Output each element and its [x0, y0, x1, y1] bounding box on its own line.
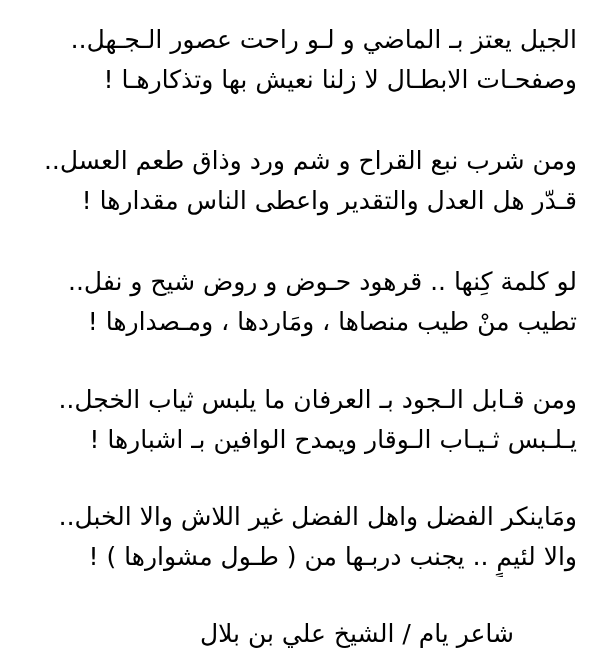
- verse-line: يـلـبس ثـيـاب الـوقار ويمدح الوافين بـ اشبارها !: [89, 425, 577, 454]
- verse-3: [12, 262, 577, 342]
- verse-4: [12, 380, 577, 460]
- verse-line: الجيل يعتز بـ الماضي و لـو راحت عصور الـجـهل..: [70, 25, 577, 54]
- verse-line: ومَاينكر الفضل واهل الفضل غير اللاش والا الخبل..: [58, 502, 577, 531]
- verse-line: والا لئيمٍ .. يجنب دربـها من ( طـول مشوارها ) !: [88, 542, 577, 571]
- verse-line: وصفحـات الابطـال لا زلنا نعيش بها وتذكارهـا !: [103, 65, 577, 94]
- verse-line: ومن قـابل الـجود بـ العرفان ما يلبس ثياب الخجل..: [58, 385, 577, 414]
- verse-1: [12, 20, 577, 100]
- verse-line: ومن شرب نبع القراح و شم ورد وذاق طعم العسل..: [43, 146, 577, 175]
- verse-line: لو كلمة كِنها .. قرهود حـوض و روض شيح و نفل..: [68, 267, 577, 296]
- poet-signature: شاعر يام / الشيخ علي بن بلال: [199, 619, 514, 648]
- verse-5: [12, 497, 577, 577]
- verse-line: تطيب منْ طيب منصاها ، ومَاردها ، ومـصدارها !: [87, 307, 577, 336]
- verse-line: قـدّر هل العدل والتقدير واعطى الناس مقدارها !: [81, 186, 577, 215]
- verse-2: [12, 141, 577, 221]
